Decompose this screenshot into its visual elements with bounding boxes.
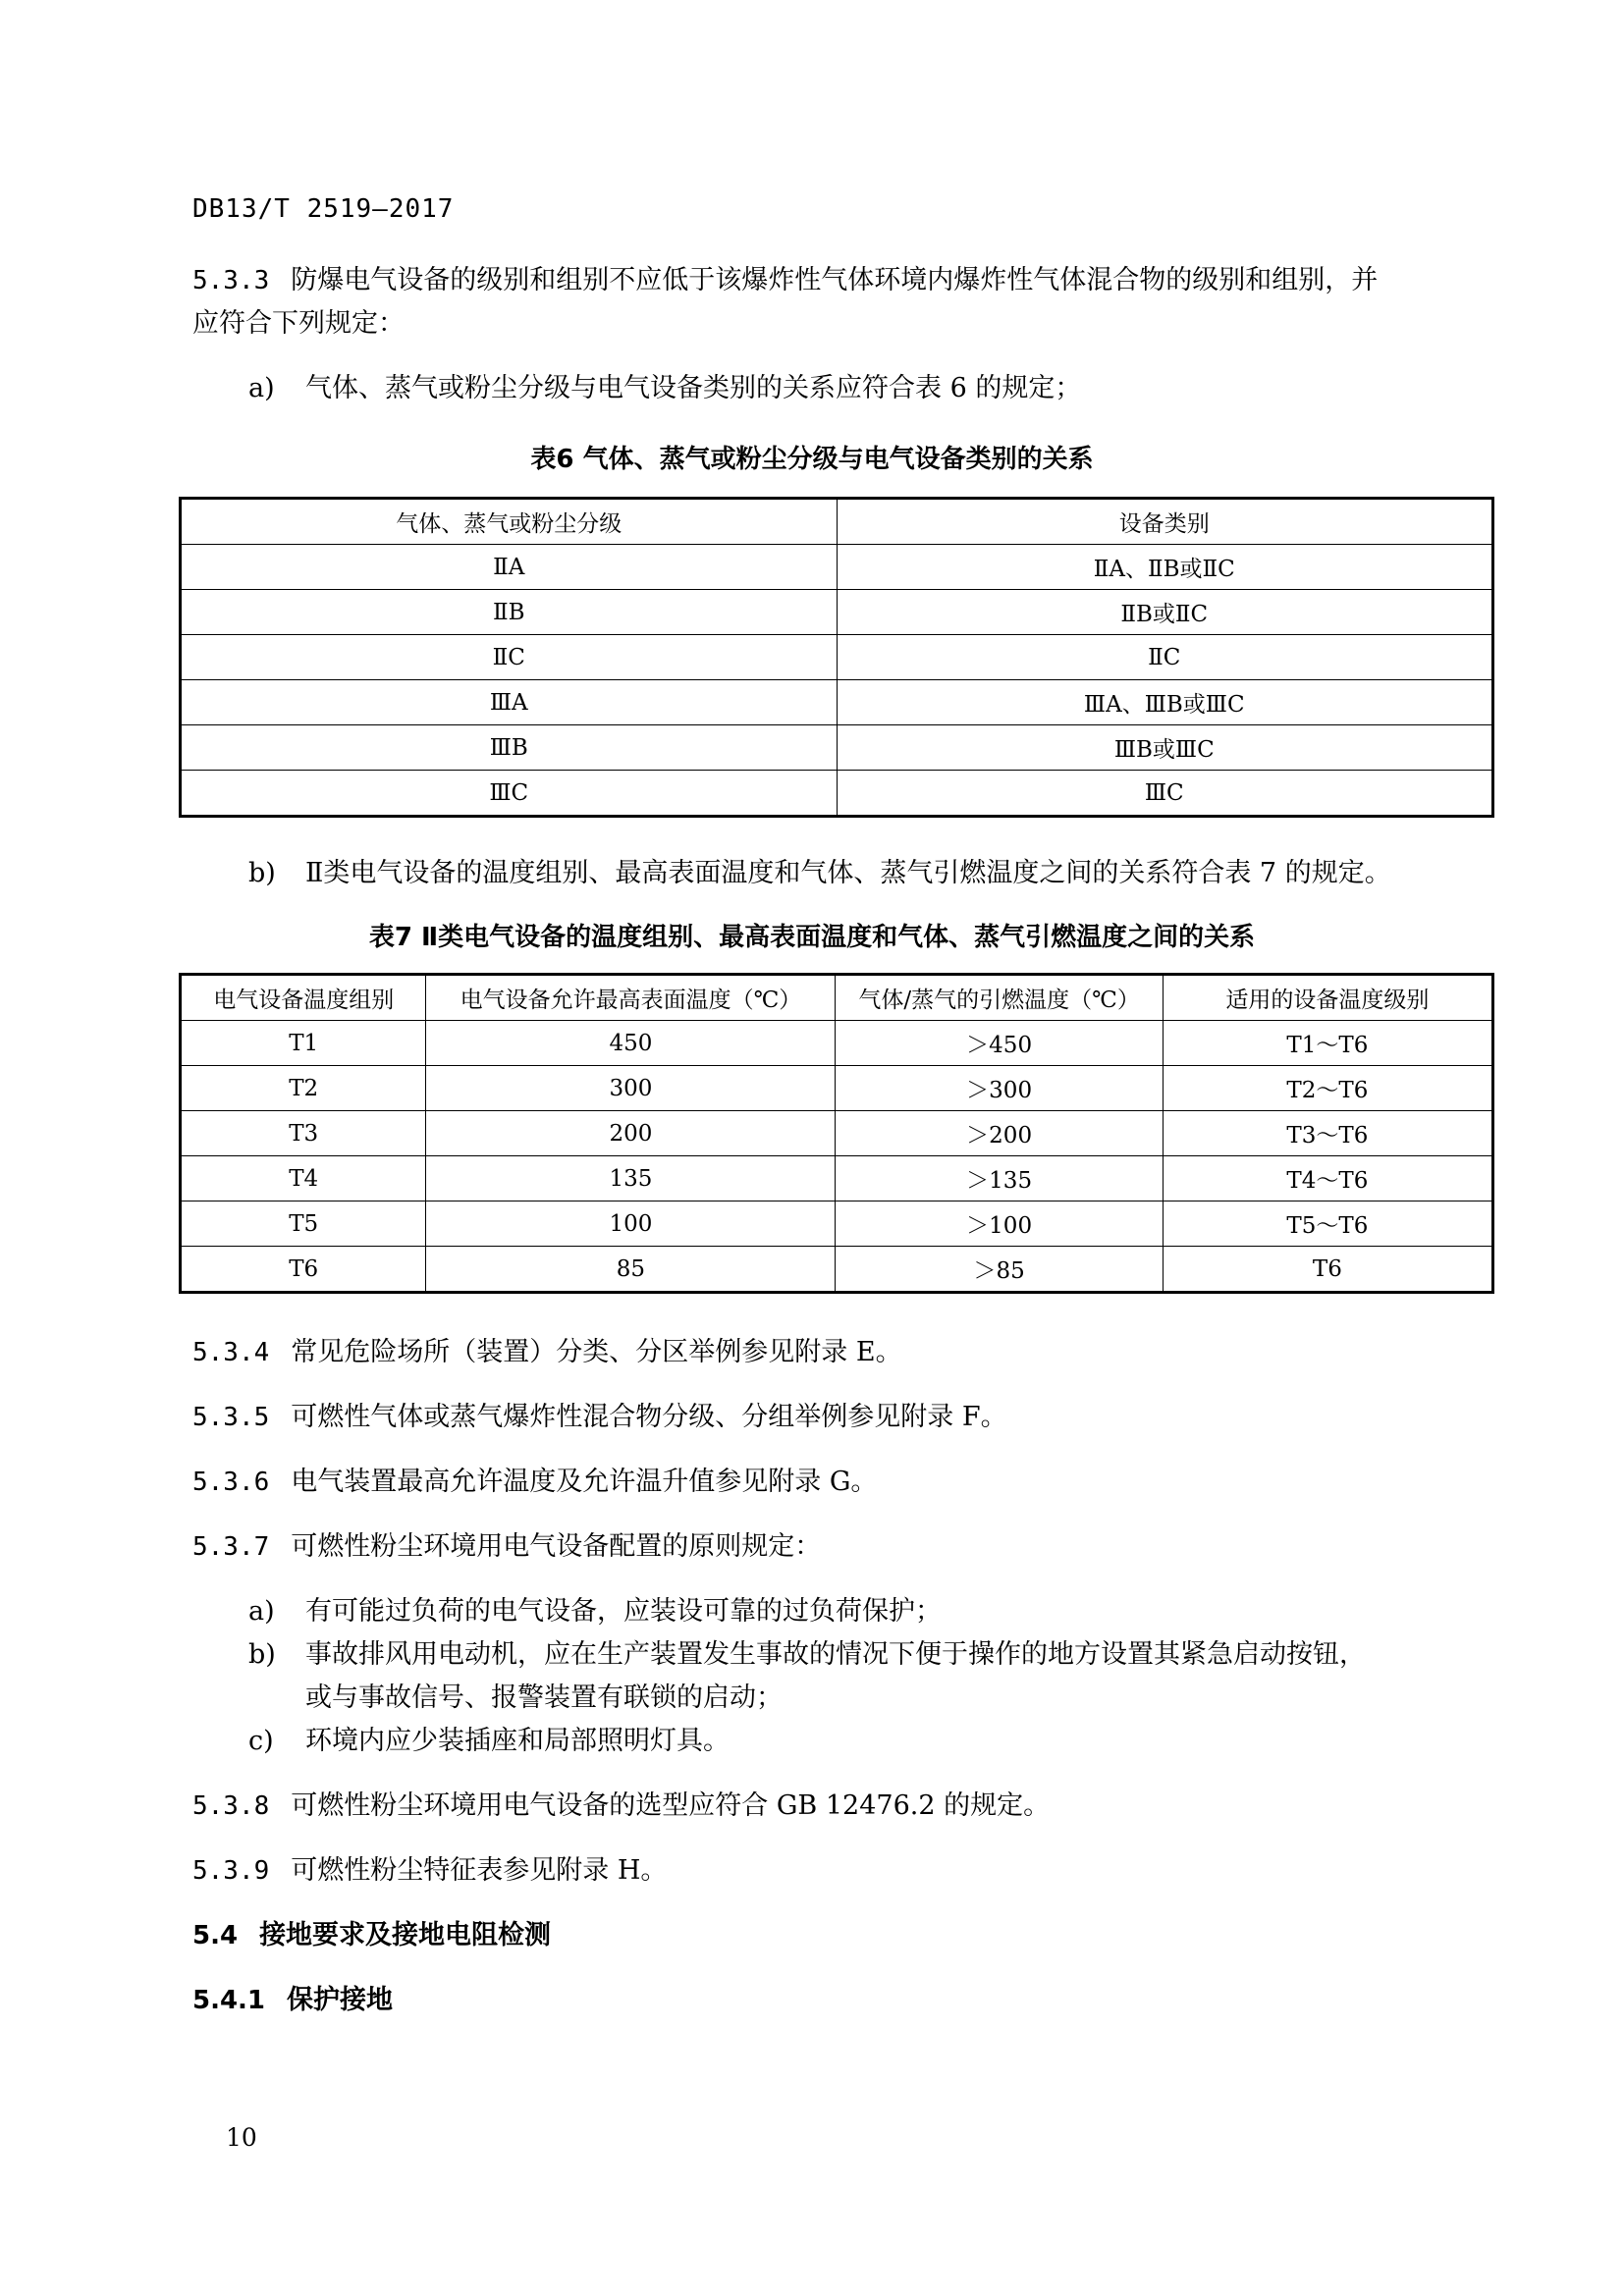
list-item-text: 事故排风用电动机，应在生产装置发生事故的情况下便于操作的地方设置其紧急启动按钮，	[305, 1639, 1366, 1670]
table-row	[181, 1247, 1493, 1293]
table-cell: ＞135	[836, 1156, 1163, 1201]
table-cell: T5	[181, 1201, 426, 1247]
clause-5-3-5	[192, 1396, 1007, 1439]
table-row	[181, 545, 1493, 590]
table-cell: ＞200	[836, 1111, 1163, 1156]
table-header-cell: 适用的设备温度级别	[1163, 975, 1492, 1021]
table-header-row	[181, 499, 1493, 545]
table-row	[181, 725, 1493, 771]
table-header-cell: 气体/蒸气的引燃温度（℃）	[836, 975, 1163, 1021]
section-title: 接地要求及接地电阻检测	[259, 1920, 552, 1950]
table-row	[181, 1201, 1493, 1247]
table-row	[181, 1021, 1493, 1066]
list-marker: a)	[248, 373, 275, 403]
clause-text: 可燃性粉尘环境用电气设备的选型应符合 GB 12476.2 的规定。	[291, 1790, 1051, 1821]
clause-text: 电气装置最高允许温度及允许温升值参见附录 G。	[291, 1467, 878, 1497]
table-header-cell: 设备类别	[837, 499, 1493, 545]
table-cell: T6	[181, 1247, 426, 1293]
table-cell: ⅡA	[181, 545, 838, 590]
table-cell: ⅡC	[181, 635, 838, 680]
table-cell: T1～T6	[1163, 1021, 1492, 1066]
table-cell: 135	[426, 1156, 836, 1201]
table6	[179, 497, 1494, 818]
table-cell: T3～T6	[1163, 1111, 1492, 1156]
clause-number: 5.3.4	[192, 1338, 270, 1367]
table-cell: T4～T6	[1163, 1156, 1492, 1201]
table-cell: 300	[426, 1066, 836, 1111]
list-marker: b)	[248, 858, 276, 888]
clause-text: 可燃性粉尘环境用电气设备配置的原则规定：	[291, 1531, 822, 1562]
table-cell: 85	[426, 1247, 836, 1293]
clause-5-3-4	[192, 1331, 902, 1374]
clause-5-3-3-continuation: 应符合下列规定：	[192, 308, 405, 339]
table7-title: 表7 Ⅱ类电气设备的温度组别、最高表面温度和气体、蒸气引燃温度之间的关系	[368, 923, 1256, 952]
table-cell: T3	[181, 1111, 426, 1156]
table-cell: T2	[181, 1066, 426, 1111]
table-cell: ⅢC	[837, 771, 1493, 817]
clause-text: 防爆电气设备的级别和组别不应低于该爆炸性气体环境内爆炸性气体混合物的级别和组别，并	[291, 265, 1379, 295]
clause-number: 5.3.3	[192, 266, 270, 295]
clause-number: 5.3.7	[192, 1532, 270, 1562]
list-marker: a)	[248, 1596, 275, 1627]
table-header-cell: 气体、蒸气或粉尘分级	[181, 499, 838, 545]
table-cell: ⅢA	[181, 680, 838, 725]
table-cell: ⅡB	[181, 590, 838, 635]
table-header-cell: 电气设备允许最高表面温度（℃）	[426, 975, 836, 1021]
list-item-a	[248, 367, 1081, 410]
table-cell: T1	[181, 1021, 426, 1066]
table-cell: ⅢA、ⅢB或ⅢC	[837, 680, 1493, 725]
list-marker: c)	[248, 1726, 274, 1756]
table7	[179, 973, 1494, 1294]
clause-5-3-3	[192, 259, 1378, 302]
table-cell: T5～T6	[1163, 1201, 1492, 1247]
list-item-b	[248, 1633, 1366, 1677]
section-heading-5-4	[192, 1914, 551, 1957]
clause-text: 可燃性粉尘特征表参见附录 H。	[291, 1855, 668, 1886]
list-item-text: 环境内应少装插座和局部照明灯具。	[305, 1726, 730, 1756]
table-cell: T2～T6	[1163, 1066, 1492, 1111]
list-item-text: Ⅱ类电气设备的温度组别、最高表面温度和气体、蒸气引燃温度之间的关系符合表 7 的规定。	[305, 858, 1391, 888]
list-item-text: 有可能过负荷的电气设备，应装设可靠的过负荷保护；	[305, 1596, 942, 1627]
table-cell: T4	[181, 1156, 426, 1201]
table-cell: ⅢB	[181, 725, 838, 771]
table-header-row	[181, 975, 1493, 1021]
table-cell: ⅢB或ⅢC	[837, 725, 1493, 771]
table-cell: ＞100	[836, 1201, 1163, 1247]
clause-number: 5.3.5	[192, 1403, 270, 1432]
clause-5-3-7	[192, 1525, 821, 1569]
clause-5-3-8	[192, 1785, 1050, 1828]
clause-text: 常见危险场所（装置）分类、分区举例参见附录 E。	[291, 1337, 902, 1367]
table-row	[181, 1156, 1493, 1201]
table-cell: 100	[426, 1201, 836, 1247]
document-code: DB13/T 2519—2017	[192, 194, 455, 224]
table-cell: ⅡC	[837, 635, 1493, 680]
table-cell: 200	[426, 1111, 836, 1156]
page-number: 10	[226, 2123, 257, 2152]
clause-5-3-6	[192, 1461, 877, 1504]
section-title: 保护接地	[287, 1985, 394, 2015]
clause-number: 5.3.6	[192, 1468, 270, 1497]
clause-number: 5.3.8	[192, 1791, 270, 1821]
table-cell: ⅢC	[181, 771, 838, 817]
section-heading-5-4-1	[192, 1979, 393, 2022]
list-item-c	[248, 1720, 730, 1763]
list-item-text: 气体、蒸气或粉尘分级与电气设备类别的关系应符合表 6 的规定；	[305, 373, 1082, 403]
table-row	[181, 590, 1493, 635]
table-cell: ⅡB或ⅡC	[837, 590, 1493, 635]
table-row	[181, 635, 1493, 680]
table-header-cell: 电气设备温度组别	[181, 975, 426, 1021]
table-cell: ＞450	[836, 1021, 1163, 1066]
table-cell: ＞300	[836, 1066, 1163, 1111]
table6-title: 表6 气体、蒸气或粉尘分级与电气设备类别的关系	[530, 445, 1094, 474]
list-item-b	[248, 852, 1391, 895]
table-cell: 450	[426, 1021, 836, 1066]
table-cell: ⅡA、ⅡB或ⅡC	[837, 545, 1493, 590]
table-row	[181, 1111, 1493, 1156]
section-number: 5.4	[192, 1921, 239, 1950]
list-item-b-continuation: 或与事故信号、报警装置有联锁的启动；	[305, 1682, 783, 1713]
table-cell: T6	[1163, 1247, 1492, 1293]
table-cell: ＞85	[836, 1247, 1163, 1293]
clause-number: 5.3.9	[192, 1856, 270, 1886]
table-row	[181, 771, 1493, 817]
clause-text: 可燃性气体或蒸气爆炸性混合物分级、分组举例参见附录 F。	[291, 1402, 1007, 1432]
table-row	[181, 680, 1493, 725]
clause-5-3-9	[192, 1849, 667, 1893]
table-row	[181, 1066, 1493, 1111]
list-marker: b)	[248, 1639, 276, 1670]
list-item-a	[248, 1590, 942, 1633]
section-number: 5.4.1	[192, 1986, 266, 2015]
